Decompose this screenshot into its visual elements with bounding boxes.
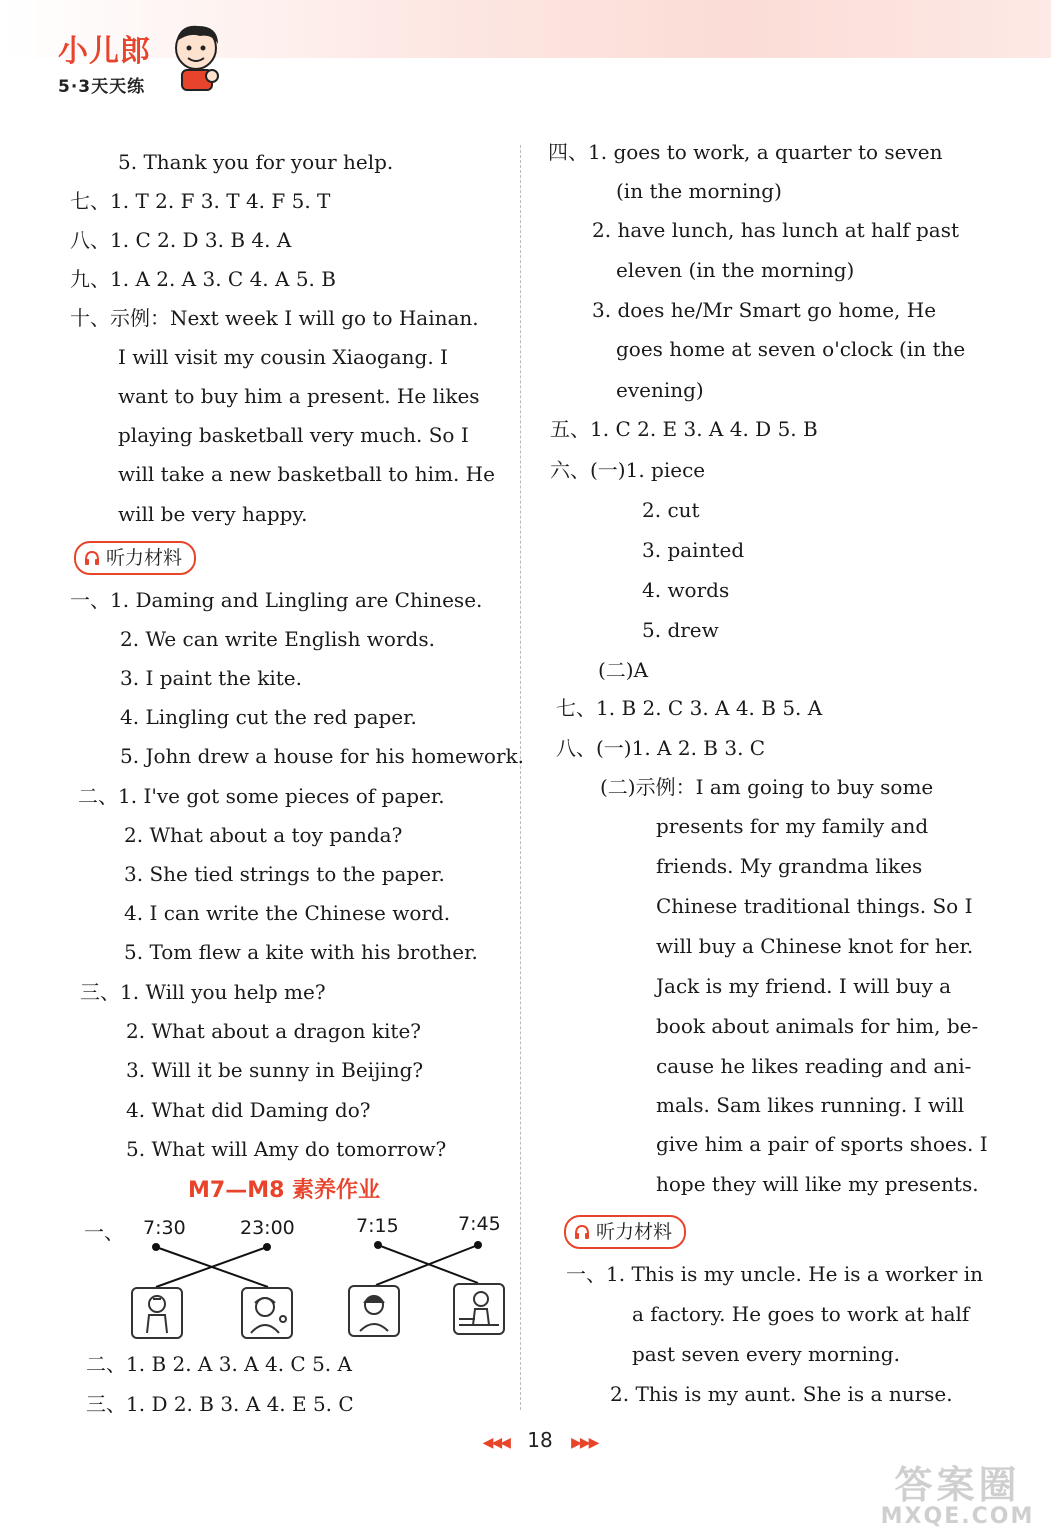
left-listen-7: 2. What about a toy panda? — [124, 823, 403, 847]
watermark-top: 答案圈 — [894, 1463, 1021, 1507]
teacher-picture — [453, 1283, 505, 1335]
right-line-4: eleven (in the morning) — [616, 258, 855, 282]
time-4: 7:45 — [458, 1213, 501, 1235]
right-line-7: evening) — [616, 378, 704, 402]
left-answer-bottom-1: 二、1. B 2. A 3. A 4. C 5. A — [86, 1352, 352, 1376]
right-line-10: 2. cut — [642, 498, 700, 522]
time-2: 23:00 — [240, 1217, 295, 1239]
match-label: 一、 — [84, 1220, 124, 1244]
right-line-11: 3. painted — [642, 538, 745, 562]
left-listen-13: 3. Will it be sunny in Beijing? — [126, 1058, 424, 1082]
right-line-26: give him a pair of sports shoes. I — [656, 1132, 988, 1156]
left-line-5: 十、示例：Next week I will go to Hainan. — [70, 306, 479, 330]
left-line-7: want to buy him a present. He likes — [118, 384, 480, 408]
series-name: 5·3天天练 — [58, 77, 146, 97]
right-line-6: goes home at seven o'clock (in the — [616, 337, 966, 361]
left-line-6: I will visit my cousin Xiaogang. I — [118, 345, 448, 369]
right-listen-4: 2. This is my aunt. She is a nurse. — [610, 1382, 953, 1406]
left-listen-6: 二、1. I've got some pieces of paper. — [78, 784, 445, 808]
left-listen-9: 4. I can write the Chinese word. — [124, 901, 451, 925]
right-line-15: 七、1. B 2. C 3. A 4. B 5. A — [556, 696, 823, 720]
left-line-8: playing basketball very much. So I — [118, 423, 469, 447]
match-lines — [0, 0, 560, 1300]
section-title: M7—M8 素养作业 — [188, 1178, 381, 1203]
left-listen-12: 2. What about a dragon kite? — [126, 1019, 421, 1043]
right-line-21: will buy a Chinese knot for her. — [656, 934, 974, 958]
right-line-5: 3. does he/Mr Smart go home, He — [592, 298, 937, 322]
watermark — [870, 1465, 1045, 1531]
left-line-3: 八、1. C 2. D 3. B 4. A — [70, 228, 292, 252]
left-listen-4: 4. Lingling cut the red paper. — [120, 705, 417, 729]
right-listen-1: 一、1. This is my uncle. He is a worker in — [566, 1262, 984, 1286]
next-arrows-icon: ▶▶▶ — [571, 1435, 598, 1451]
right-listen-2: a factory. He goes to work at half — [632, 1302, 970, 1326]
brand-name: 小儿郎 — [58, 34, 151, 69]
listening-material-tag-right — [564, 1215, 686, 1249]
left-listen-1: 一、1. Daming and Lingling are Chinese. — [70, 588, 483, 612]
page-number-bar — [440, 1428, 640, 1452]
left-listen-3: 3. I paint the kite. — [120, 666, 302, 690]
right-line-27: hope they will like my presents. — [656, 1172, 979, 1196]
right-line-3: 2. have lunch, has lunch at half past — [592, 218, 960, 242]
left-line-9: will take a new basketball to him. He — [118, 462, 495, 486]
right-line-8: 五、1. C 2. E 3. A 4. D 5. B — [550, 417, 818, 441]
right-line-25: mals. Sam likes running. I will — [656, 1093, 965, 1117]
left-line-10: will be very happy. — [118, 502, 308, 526]
left-listen-8: 3. She tied strings to the paper. — [124, 862, 445, 886]
right-line-13: 5. drew — [642, 618, 719, 642]
time-3: 7:15 — [356, 1215, 399, 1237]
right-line-17: (二)示例：I am going to buy some — [600, 775, 934, 799]
student-picture — [348, 1285, 400, 1337]
right-line-12: 4. words — [642, 578, 730, 602]
right-listen-3: past seven every morning. — [632, 1342, 900, 1366]
right-line-22: Jack is my friend. I will buy a — [656, 974, 952, 998]
right-line-20: Chinese traditional things. So I — [656, 894, 973, 918]
right-line-23: book about animals for him, be- — [656, 1014, 979, 1038]
page-number: 18 — [527, 1428, 553, 1452]
left-line-2: 七、1. T 2. F 3. T 4. F 5. T — [70, 189, 331, 213]
right-line-24: cause he likes reading and ani- — [656, 1054, 972, 1078]
left-listen-15: 5. What will Amy do tomorrow? — [126, 1137, 447, 1161]
prev-arrows-icon: ◀◀◀ — [482, 1435, 509, 1451]
headphones-icon — [574, 1224, 590, 1240]
left-listen-14: 4. What did Daming do? — [126, 1098, 371, 1122]
listening-label: 听力材料 — [106, 547, 183, 569]
right-line-18: presents for my family and — [656, 814, 929, 838]
left-listen-11: 三、1. Will you help me? — [80, 980, 326, 1004]
worker-picture — [241, 1287, 293, 1339]
left-listen-10: 5. Tom flew a kite with his brother. — [124, 940, 478, 964]
left-line-4: 九、1. A 2. A 3. C 4. A 5. B — [70, 267, 336, 291]
right-line-1: 四、1. goes to work, a quarter to seven — [548, 140, 943, 164]
right-line-2: (in the morning) — [616, 179, 782, 203]
left-answer-bottom-2: 三、1. D 2. B 3. A 4. E 5. C — [86, 1392, 354, 1416]
left-listen-2: 2. We can write English words. — [120, 627, 435, 651]
right-line-9: 六、(一)1. piece — [550, 458, 706, 482]
right-line-16: 八、(一)1. A 2. B 3. C — [556, 736, 766, 760]
right-line-14: (二)A — [598, 658, 649, 682]
nurse-picture — [131, 1287, 183, 1339]
time-1: 7:30 — [143, 1217, 186, 1239]
right-line-19: friends. My grandma likes — [656, 854, 923, 878]
left-listen-5: 5. John drew a house for his homework. — [120, 744, 525, 768]
watermark-bottom: MXQE.COM — [880, 1504, 1035, 1529]
listening-label-right: 听力材料 — [596, 1221, 673, 1243]
left-line-1: 5. Thank you for your help. — [118, 150, 394, 174]
